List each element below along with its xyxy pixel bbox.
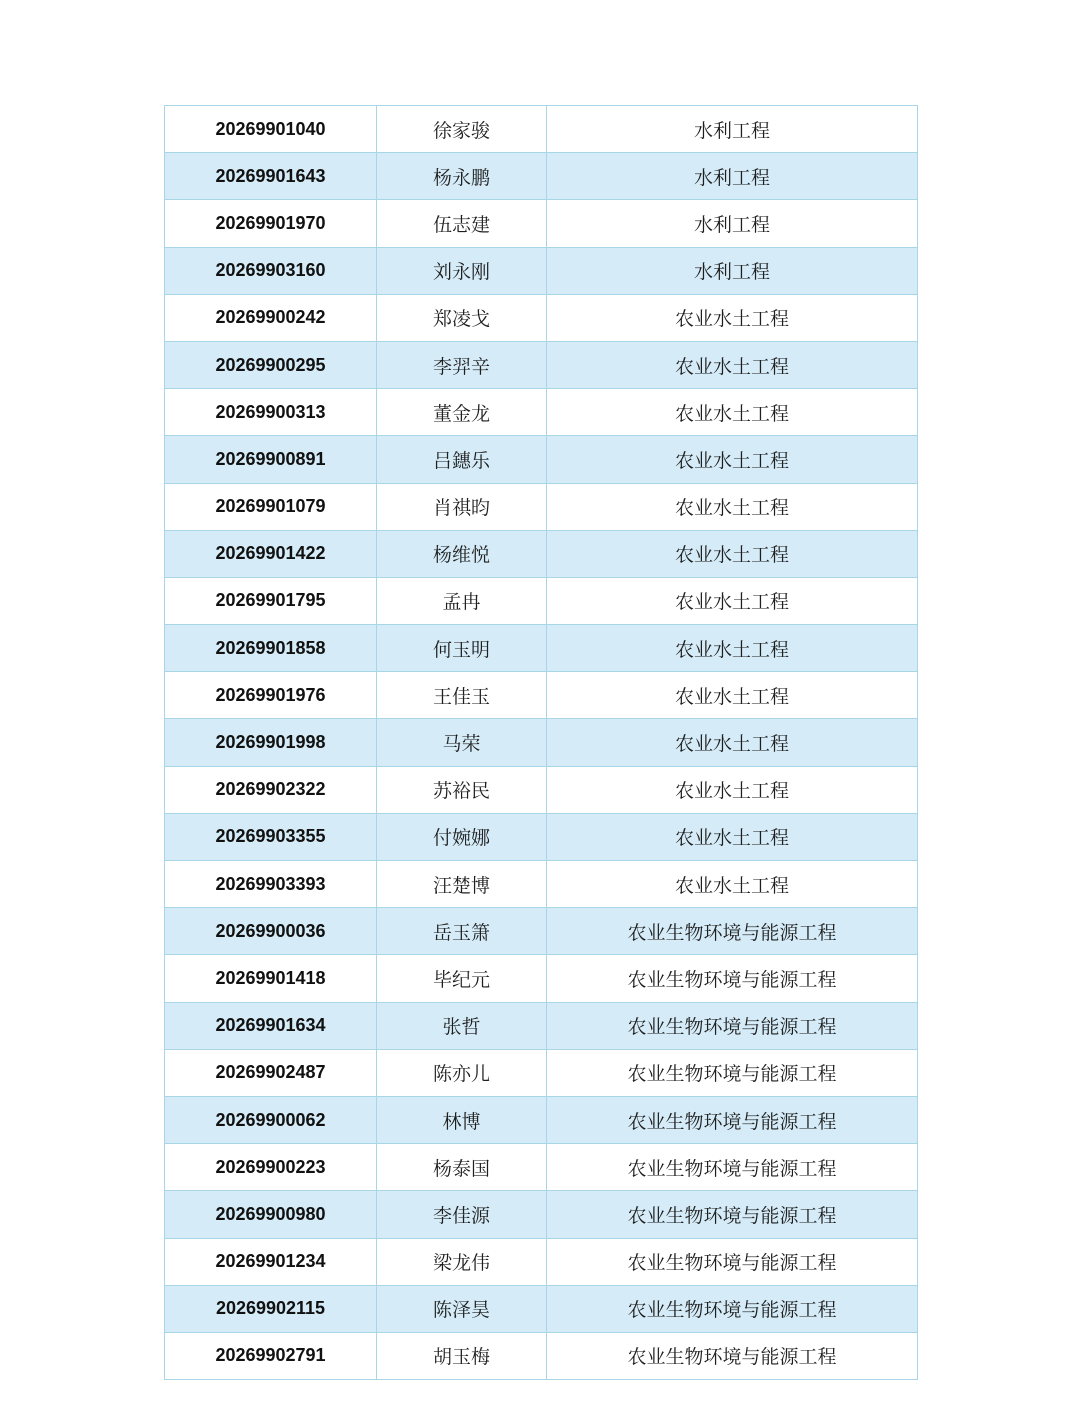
student-id-cell: 20269903160 [165,247,377,294]
student-id-cell: 20269900295 [165,341,377,388]
major-cell: 农业水土工程 [547,294,918,341]
major-cell: 农业水土工程 [547,719,918,766]
major-cell: 农业生物环境与能源工程 [547,1238,918,1285]
table-row [165,483,918,530]
student-id-cell: 20269903355 [165,813,377,860]
table-row [165,577,918,624]
student-name-cell: 肖祺昀 [377,483,547,530]
major-cell: 农业水土工程 [547,577,918,624]
table-row [165,955,918,1002]
table-row [165,1049,918,1096]
major-cell: 农业水土工程 [547,530,918,577]
student-list-table [164,105,918,1380]
table-row [165,294,918,341]
table-row [165,1191,918,1238]
student-name-cell: 杨维悦 [377,530,547,577]
table-row [165,1238,918,1285]
table-row [165,719,918,766]
major-cell: 农业生物环境与能源工程 [547,1332,918,1379]
major-cell: 农业生物环境与能源工程 [547,1096,918,1143]
student-id-cell: 20269901976 [165,672,377,719]
major-cell: 农业水土工程 [547,813,918,860]
table-row [165,200,918,247]
student-name-cell: 苏裕民 [377,766,547,813]
student-id-cell: 20269900242 [165,294,377,341]
student-id-cell: 20269900036 [165,908,377,955]
student-name-cell: 汪楚博 [377,861,547,908]
table-row [165,1144,918,1191]
student-name-cell: 杨泰国 [377,1144,547,1191]
student-name-cell: 陈亦儿 [377,1049,547,1096]
student-id-cell: 20269901998 [165,719,377,766]
student-id-cell: 20269901418 [165,955,377,1002]
major-cell: 农业水土工程 [547,436,918,483]
student-name-cell: 马荣 [377,719,547,766]
table-row [165,813,918,860]
student-id-cell: 20269901634 [165,1002,377,1049]
student-name-cell: 何玉明 [377,625,547,672]
student-id-cell: 20269902791 [165,1332,377,1379]
student-id-cell: 20269900062 [165,1096,377,1143]
student-name-cell: 岳玉箫 [377,908,547,955]
student-name-cell: 张哲 [377,1002,547,1049]
table-row [165,861,918,908]
major-cell: 水利工程 [547,106,918,153]
table-row [165,1332,918,1379]
major-cell: 水利工程 [547,200,918,247]
table-row [165,389,918,436]
student-name-cell: 王佳玉 [377,672,547,719]
table-row [165,341,918,388]
table-row [165,1285,918,1332]
student-name-cell: 徐家骏 [377,106,547,153]
student-id-cell: 20269901234 [165,1238,377,1285]
major-cell: 农业水土工程 [547,483,918,530]
table-row [165,436,918,483]
table-row [165,247,918,294]
major-cell: 农业生物环境与能源工程 [547,1144,918,1191]
student-name-cell: 董金龙 [377,389,547,436]
student-id-cell: 20269900891 [165,436,377,483]
student-name-cell: 刘永刚 [377,247,547,294]
major-cell: 农业水土工程 [547,389,918,436]
major-cell: 农业水土工程 [547,861,918,908]
student-id-cell: 20269903393 [165,861,377,908]
student-id-cell: 20269901040 [165,106,377,153]
student-name-cell: 郑凌戈 [377,294,547,341]
student-name-cell: 伍志建 [377,200,547,247]
student-id-cell: 20269901795 [165,577,377,624]
student-id-cell: 20269902115 [165,1285,377,1332]
student-id-cell: 20269901858 [165,625,377,672]
table-row [165,672,918,719]
major-cell: 水利工程 [547,247,918,294]
major-cell: 农业生物环境与能源工程 [547,1049,918,1096]
student-id-cell: 20269902322 [165,766,377,813]
major-cell: 水利工程 [547,153,918,200]
table-row [165,530,918,577]
table-row [165,766,918,813]
major-cell: 农业水土工程 [547,766,918,813]
major-cell: 农业生物环境与能源工程 [547,1191,918,1238]
student-name-cell: 李佳源 [377,1191,547,1238]
major-cell: 农业水土工程 [547,341,918,388]
table-row [165,106,918,153]
student-id-cell: 20269901079 [165,483,377,530]
student-id-cell: 20269900313 [165,389,377,436]
table-row [165,1096,918,1143]
student-id-cell: 20269901970 [165,200,377,247]
major-cell: 农业水土工程 [547,672,918,719]
student-name-cell: 吕鏸乐 [377,436,547,483]
student-name-cell: 杨永鹏 [377,153,547,200]
table-row [165,1002,918,1049]
student-name-cell: 付婉娜 [377,813,547,860]
table-row [165,908,918,955]
student-id-cell: 20269900980 [165,1191,377,1238]
major-cell: 农业生物环境与能源工程 [547,955,918,1002]
student-id-cell: 20269901643 [165,153,377,200]
table-row [165,153,918,200]
student-name-cell: 孟冉 [377,577,547,624]
student-name-cell: 梁龙伟 [377,1238,547,1285]
student-name-cell: 陈泽昊 [377,1285,547,1332]
student-name-cell: 毕纪元 [377,955,547,1002]
table-body [165,106,918,1380]
major-cell: 农业生物环境与能源工程 [547,908,918,955]
student-id-cell: 20269900223 [165,1144,377,1191]
student-id-cell: 20269902487 [165,1049,377,1096]
major-cell: 农业水土工程 [547,625,918,672]
table-row [165,625,918,672]
student-name-cell: 林博 [377,1096,547,1143]
student-name-cell: 胡玉梅 [377,1332,547,1379]
major-cell: 农业生物环境与能源工程 [547,1285,918,1332]
student-id-cell: 20269901422 [165,530,377,577]
student-name-cell: 李羿辛 [377,341,547,388]
major-cell: 农业生物环境与能源工程 [547,1002,918,1049]
